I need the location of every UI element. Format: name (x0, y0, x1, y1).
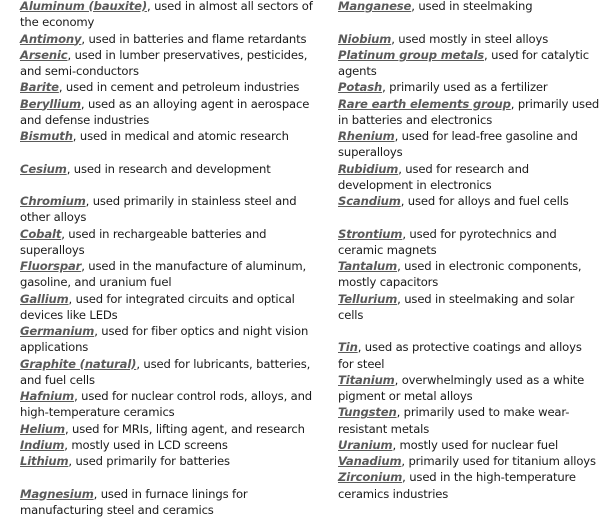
mineral-name-link[interactable]: Bismuth (20, 129, 73, 143)
mineral-name-link[interactable]: Tantalum (338, 259, 398, 273)
mineral-name-link[interactable]: Lithium (20, 454, 69, 468)
mineral-list-left-column (20, 0, 316, 518)
mineral-entry-gallium (20, 291, 316, 324)
mineral-description: , used in lumber preservatives, pesticides, and semi-conductors (20, 47, 308, 78)
mineral-description: , used for research and development in electronics (338, 161, 530, 192)
mineral-entry-rare-earth-elements-group (338, 96, 600, 129)
mineral-name-link[interactable]: Platinum group metals (338, 47, 485, 62)
mineral-description: , used in rechargeable batteries and superalloys (20, 226, 267, 257)
mineral-name-link[interactable]: Germanium (20, 324, 95, 338)
mineral-name-link[interactable]: Indium (20, 437, 65, 452)
mineral-entry-hafnium (20, 388, 316, 421)
mineral-name-link[interactable]: Scandium (338, 194, 401, 208)
mineral-entry-arsenic (20, 47, 316, 80)
mineral-description: , used in almost all sectors of the economy (20, 0, 313, 30)
mineral-entry-indium (20, 437, 316, 453)
mineral-description: , used for fiber optics and night vision applications (20, 324, 309, 355)
mineral-entry-manganese (338, 0, 600, 14)
mineral-name-link[interactable]: Tin (338, 340, 358, 355)
mineral-description: , overwhelmingly used as a white pigment or metal alloys (338, 372, 585, 403)
mineral-entry-cobalt (20, 226, 316, 259)
mineral-description: , used primarily in stainless steel and other alloys (20, 194, 297, 225)
mineral-description: , used for lubricants, batteries, and fuel cells (20, 356, 311, 387)
mineral-name-link[interactable]: Cobalt (20, 226, 62, 241)
mineral-entry-rubidium (338, 161, 600, 194)
mineral-entry-scandium (338, 193, 600, 209)
mineral-list-right-column (338, 0, 600, 502)
mineral-entry-strontium (338, 226, 600, 259)
mineral-name-link[interactable]: Barite (20, 80, 59, 95)
mineral-entry-fluorspar (20, 258, 316, 291)
mineral-description: , used primarily for batteries (68, 454, 230, 468)
mineral-entry-cesium (20, 161, 316, 177)
mineral-entry-bismuth (20, 128, 316, 144)
mineral-description: , used in the manufacture of aluminum, gasoline, and uranium fuel (20, 259, 307, 290)
mineral-name-link[interactable]: Gallium (20, 291, 69, 306)
mineral-description: , used as protective coatings and alloys for steel (338, 340, 582, 371)
mineral-description: , mostly used in LCD screens (64, 437, 228, 452)
mineral-name-link[interactable]: Manganese (338, 0, 412, 13)
mineral-entry-chromium (20, 193, 316, 226)
mineral-description: , used for lead-free gasoline and superalloys (338, 129, 578, 160)
mineral-entry-tantalum (338, 258, 600, 291)
mineral-entry-niobium (338, 31, 600, 47)
mineral-name-link[interactable]: Uranium (338, 437, 393, 452)
mineral-entry-magnesium (20, 486, 316, 518)
mineral-description: , used in research and development (66, 161, 271, 176)
mineral-name-link[interactable]: Graphite (natural) (20, 356, 137, 371)
mineral-name-link[interactable]: Vanadium (338, 454, 402, 468)
mineral-name-link[interactable]: Helium (20, 421, 65, 436)
mineral-description: , used for MRIs, lifting agent, and research (64, 421, 305, 436)
mineral-name-link[interactable]: Titanium (338, 372, 395, 387)
mineral-name-link[interactable]: Hafnium (20, 389, 75, 403)
mineral-entry-antimony (20, 31, 316, 47)
mineral-description: , used in batteries and flame retardants (81, 31, 307, 46)
mineral-entry-helium (20, 421, 316, 437)
mineral-description: , used for pyrotechnics and ceramic magnets (338, 226, 557, 257)
mineral-entry-platinum-group-metals (338, 47, 600, 80)
mineral-entry-beryllium (20, 96, 316, 129)
mineral-name-link[interactable]: Tungsten (338, 405, 397, 420)
mineral-description: , primarily used as a fertilizer (382, 80, 548, 95)
mineral-description: , primarily used in batteries and electronics (338, 96, 600, 127)
mineral-description: , used in the high-temperature ceramics industries (338, 470, 576, 501)
mineral-description: , used in steelmaking and solar cells (338, 291, 575, 322)
mineral-name-link[interactable]: Beryllium (20, 96, 81, 111)
mineral-description: , used for nuclear control rods, alloys, and high-temperature ceramics (20, 389, 313, 420)
mineral-name-link[interactable]: Cesium (20, 161, 67, 176)
mineral-name-link[interactable]: Arsenic (20, 47, 68, 62)
mineral-entry-barite (20, 79, 316, 95)
mineral-name-link[interactable]: Magnesium (20, 486, 94, 501)
mineral-description: , mostly used for nuclear fuel (392, 437, 559, 452)
mineral-name-link[interactable]: Aluminum (bauxite) (20, 0, 148, 13)
mineral-name-link[interactable]: Antimony (20, 31, 82, 46)
mineral-entry-tin (338, 339, 600, 372)
mineral-name-link[interactable]: Rubidium (338, 161, 399, 176)
mineral-name-link[interactable]: Rhenium (338, 129, 395, 143)
mineral-name-link[interactable]: Fluorspar (20, 259, 82, 273)
mineral-entry-titanium (338, 372, 600, 405)
mineral-entry-zirconium (338, 469, 600, 502)
mineral-name-link[interactable]: Strontium (338, 226, 403, 241)
mineral-entry-tellurium (338, 291, 600, 324)
mineral-entry-vanadium (338, 453, 600, 469)
mineral-entry-aluminum-bauxite (20, 0, 316, 31)
mineral-description: , used in medical and atomic research (72, 129, 289, 143)
mineral-description: , used in furnace linings for manufacturing steel and ceramics (20, 486, 248, 517)
mineral-description: , used for integrated circuits and optical devices like LEDs (20, 291, 295, 322)
mineral-entry-graphite-natural (20, 356, 316, 389)
mineral-entry-lithium (20, 453, 316, 469)
mineral-description: , used in cement and petroleum industries (58, 80, 300, 95)
mineral-description: , primarily used to make wear-resistant metals (338, 405, 570, 436)
mineral-description: , used for alloys and fuel cells (400, 194, 569, 208)
mineral-name-link[interactable]: Potash (338, 80, 383, 95)
mineral-name-link[interactable]: Chromium (20, 194, 86, 208)
mineral-description: , primarily used for titanium alloys (401, 454, 596, 468)
mineral-description: , used in steelmaking (411, 0, 533, 13)
mineral-entry-germanium (20, 323, 316, 356)
mineral-name-link[interactable]: Tellurium (338, 291, 398, 306)
mineral-name-link[interactable]: Zirconium (338, 470, 403, 485)
mineral-entry-tungsten (338, 404, 600, 437)
mineral-name-link[interactable]: Rare earth elements group (338, 96, 511, 111)
mineral-entry-uranium (338, 437, 600, 453)
mineral-entry-rhenium (338, 128, 600, 161)
mineral-description: , used in electronic components, mostly capacitors (338, 259, 582, 290)
mineral-description: , used mostly in steel alloys (391, 31, 549, 46)
mineral-entry-potash (338, 79, 600, 95)
mineral-description: , used for catalytic agents (338, 47, 589, 78)
mineral-description: , used as an alloying agent in aerospace and defense industries (20, 96, 310, 127)
mineral-name-link[interactable]: Niobium (338, 31, 392, 46)
